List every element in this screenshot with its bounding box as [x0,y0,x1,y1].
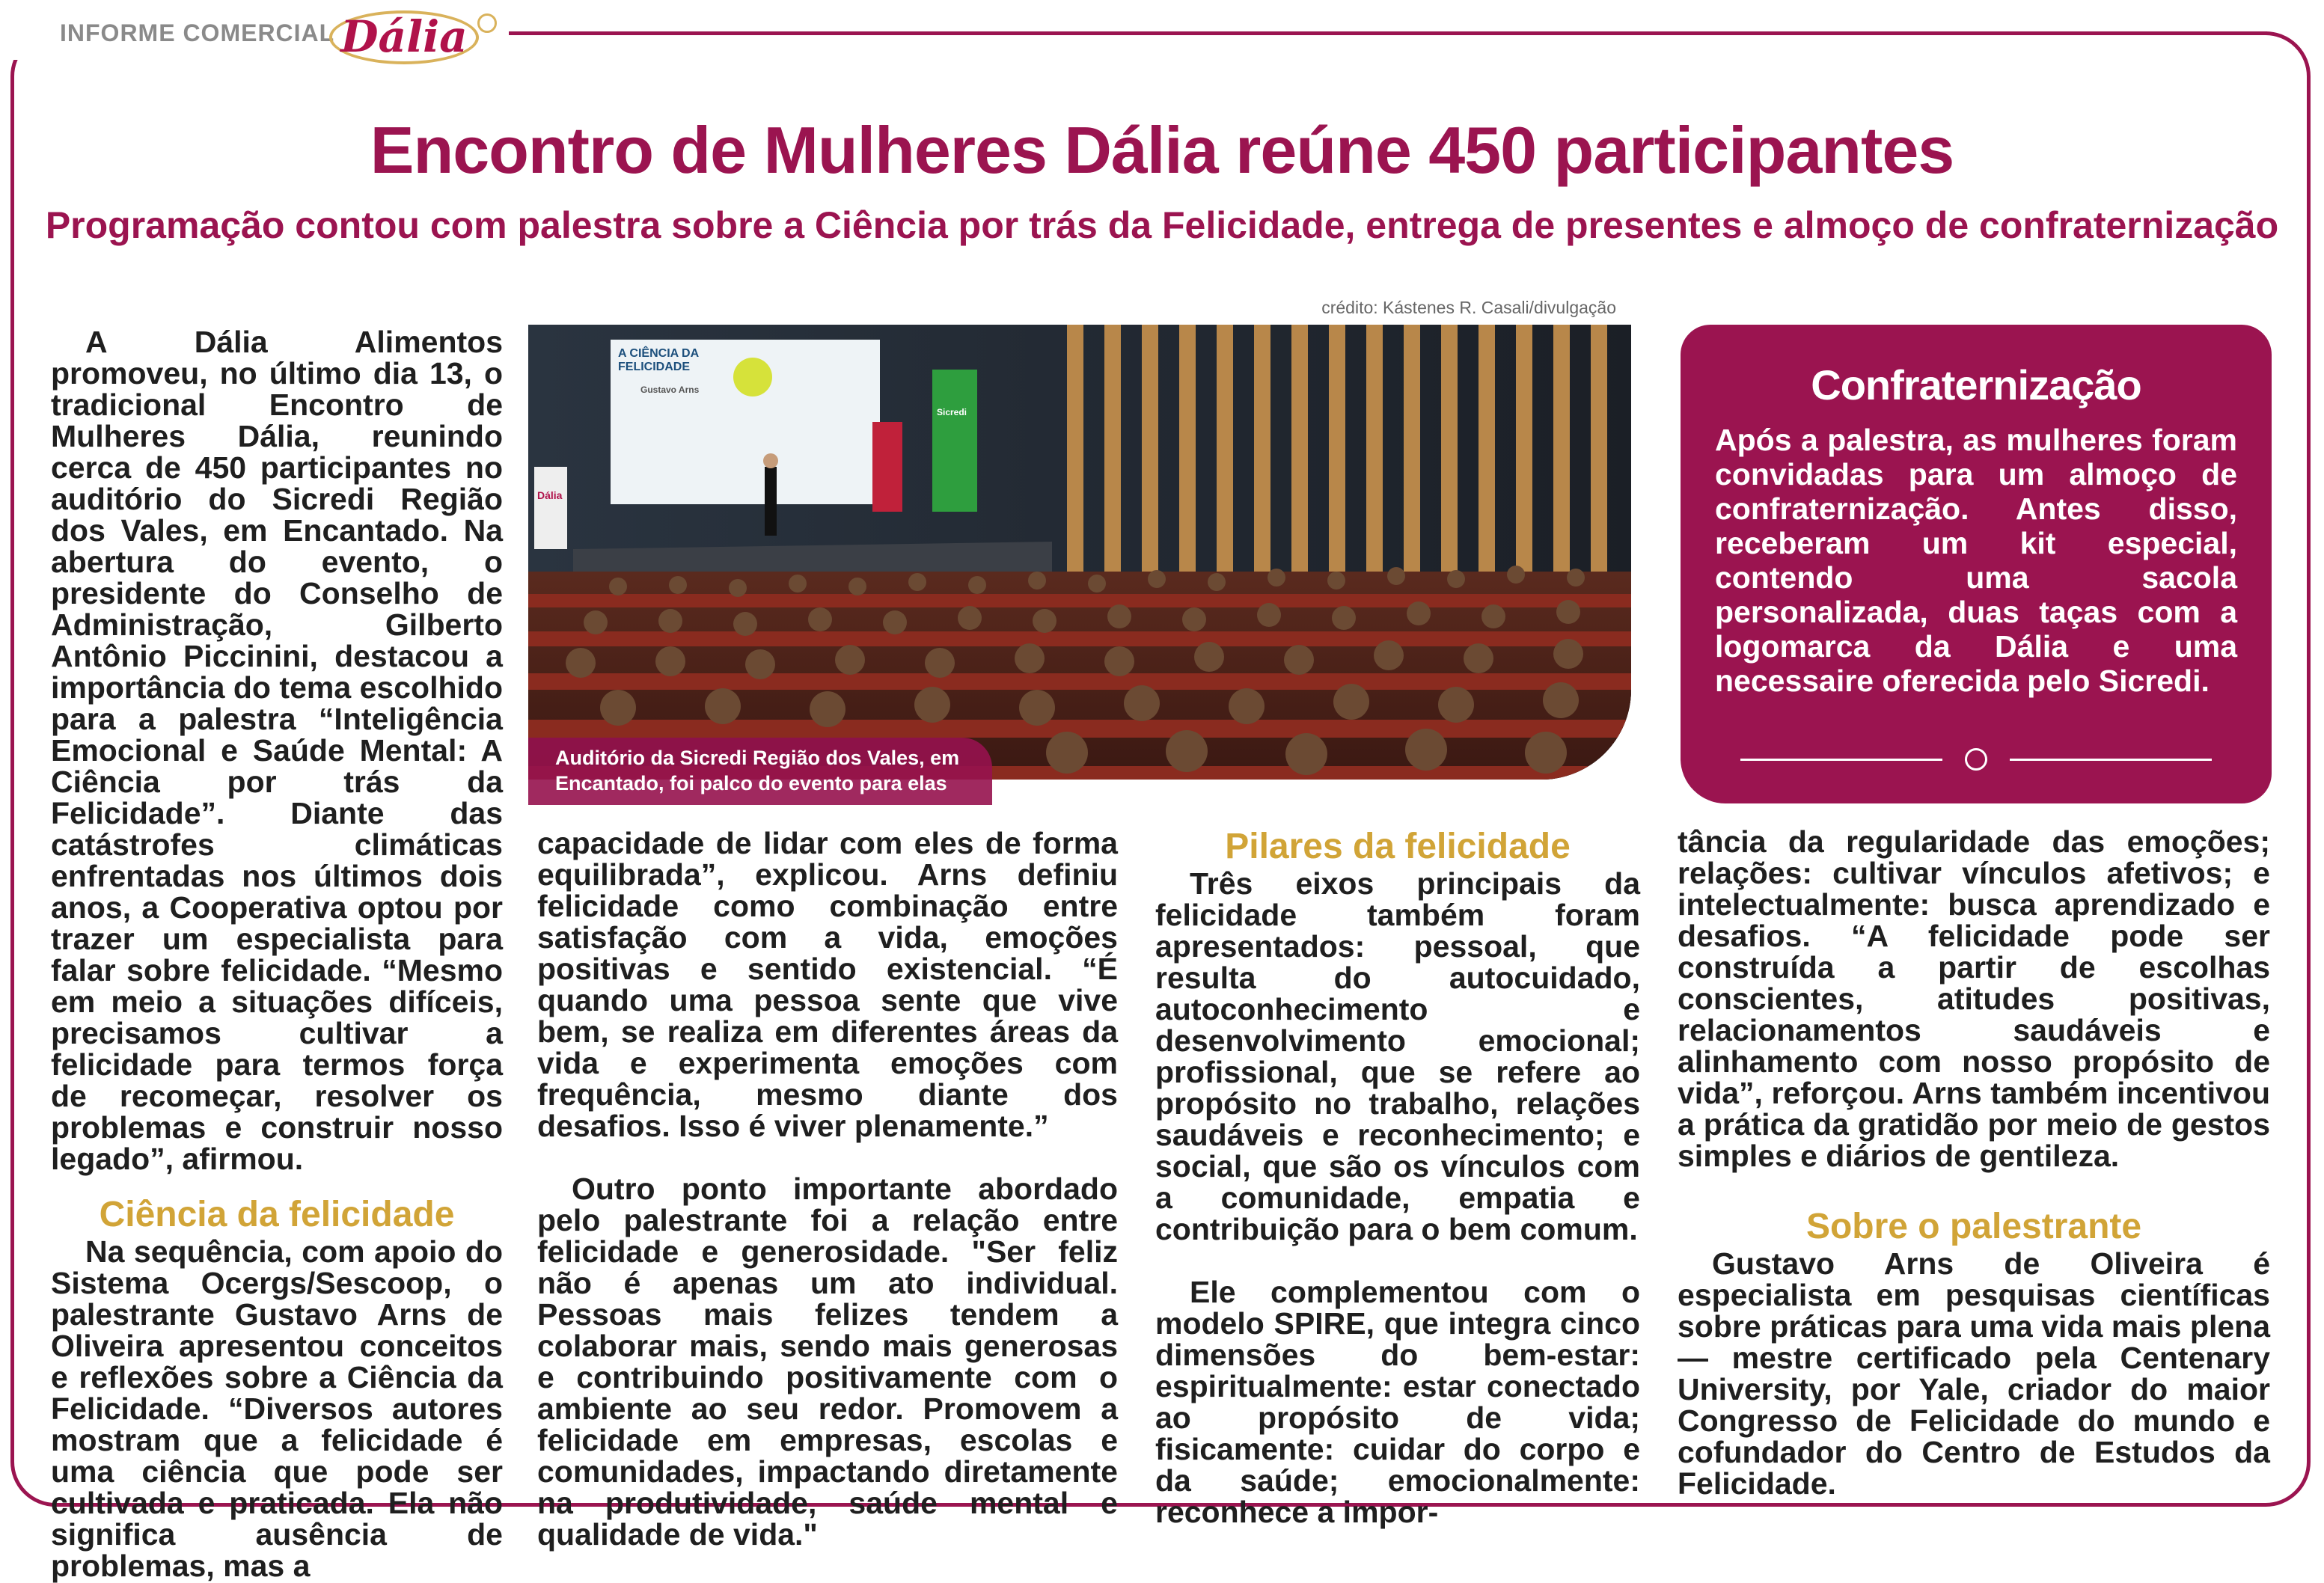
screen-title: A CIÊNCIA DA FELICIDADE [618,347,699,373]
column-1 [51,326,503,1582]
col4-paragraph-2: Gustavo Arns de Oliveira é especialista em pesquisas científicas sobre práticas para uma vida mais plena — mestre certificado pela Centenary University, por Yale, criador do maior Congresso de Felicidade do mundo e cofundador do Centro de Estudos da Felicidade. [1678,1246,2270,1501]
auditorium-photo [528,325,1631,780]
header-rule [509,31,2267,35]
column-2 [537,827,1118,1550]
subheadline: Programação contou com palestra sobre a Ciência por trás da Felicidade, entrega de presentes e almoço de confraternização [45,204,2279,246]
headline: Encontro de Mulheres Dália reúne 450 participantes [370,113,1954,187]
podium-brand: Dália [537,489,563,501]
col2-paragraph-1: capacidade de lidar com eles de forma equilibrada”, explicou. Arns definiu felicidade como combinação entre satisfação com a vida, emoções positivas e sentido existencial. “É quando uma pessoa sente que vive bem, se realiza em diferentes áreas da vida e experimenta emoções com frequência, mesmo diante dos desafios. Isso é viver plenamente.” [537,826,1118,1143]
column-3 [1155,826,1640,1528]
col4-paragraph-1: tância da regularidade das emoções; relações: cultivar vínculos afetivos; e intelectualmente: busca aprendizado e desafios. “A felicidade pode ser construída a partir de escolhas conscientes, atitudes positivas, relacionamentos saudáveis e alinhamento com nosso propósito de vida”, reforçou. Arns também incentivou a prática da gratidão por meio de gestos simples e diários de gentileza. [1678,824,2270,1173]
divider-line-right [2010,759,2212,761]
globe-icon [1965,748,1987,771]
box-divider [1740,748,2212,771]
photo-credit: crédito: Kástenes R. Casali/divulgação [1321,298,1616,317]
photo-caption: Auditório da Sicredi Região dos Vales, em Encantado, foi palco do evento para elas [528,738,992,805]
col3-paragraph-2: Ele complementou com o modelo SPIRE, que integra cinco dimensões do bem-estar: espiritualmente: estar conectado ao propósito de vida; fisicamente: cuidar do corpo e da saúde; emocionalmente: reconhece a impor- [1155,1275,1640,1529]
dalia-logo [329,6,494,67]
confraternizacao-title: Confraternização [1811,361,2141,408]
col1-paragraph-2: Na sequência, com apoio do Sistema Ocergs/Sescoop, o palestrante Gustavo Arns de Oliveira apresentou conceitos e reflexões sobre a Ciência da Felicidade. “Diversos autores mostram que a felicidade é uma ciência que pode ser cultivada e praticada. Ela não significa ausência de problemas, mas a [51,1234,503,1583]
col2-paragraph-2: Outro ponto importante abordado pelo palestrante foi a relação entre felicidade e generosidade. "Ser feliz não é apenas um ato individual. Pessoas mais felizes tendem a colaborar mais, sendo mais generosas e contribuindo positivamente com o ambiente ao seu redor. Promovem a felicidade em empresas, escolas e comunidades, impactando diretamente na produtividade, saúde mental e qualidade de vida." [537,1172,1118,1552]
section-heading-pilares: Pilares da felicidade [1225,827,1571,866]
logo-text: Dália [340,11,468,62]
confraternizacao-body: Após a palestra, as mulheres foram convidadas para um almoço de confraternização. Antes disso, receberam um kit especial, contendo uma sacola personalizada, duas taças com a logomarca da Dália e uma necessaire oferecida pelo Sicredi. [1715,423,2237,698]
col1-paragraph-1: A Dália Alimentos promoveu, no último dia 13, o tradicional Encontro de Mulheres Dália, reunindo cerca de 450 participantes no auditório do Sicredi Região dos Vales, em Encantado. Na abertura do evento, o presidente do Conselho de Administração, Gilberto Antônio Piccinini, destacou a importância do tema escolhido para a palestra “Inteligência Emocional e Saúde Mental: A Ciência por trás da Felicidade”. Diante das catástrofes climáticas enfrentadas nos últimos dois anos, a Cooperativa optou por trazer um especialista para falar sobre felicidade. “Mesmo em meio a situações difíceis, precisamos cultivar a felicidade para termos força de recomeçar, resolver os problemas e construir nosso legado”, afirmou. [51,325,503,1176]
section-heading-palestrante: Sobre o palestrante [1805,1207,2142,1246]
informe-label: INFORME COMERCIAL [60,19,335,46]
screen-speaker: Gustavo Arns [640,385,700,395]
col3-paragraph-1: Três eixos principais da felicidade também foram apresentados: pessoal, que resulta do autocuidado, autoconhecimento e desenvolvimento emocional; profissional, que se refere ao propósito no trabalho, relações saudáveis e reconhecimento; e social, que são os vínculos com a comunidade, empatia e contribuição para o bem comum. [1155,866,1640,1246]
globe-icon [477,13,497,33]
section-heading-ciencia: Ciência da felicidade [99,1195,455,1234]
divider-line-left [1740,759,1942,761]
banner-brand: Sicredi [937,407,967,417]
confraternizacao-box [1681,325,2272,803]
column-4 [1678,826,2270,1499]
